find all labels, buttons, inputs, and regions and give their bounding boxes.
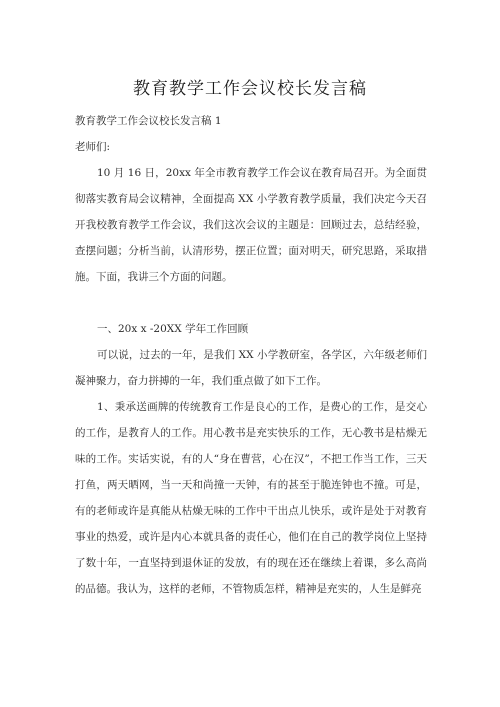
section-heading: 一、20x x -20XX 学年工作回顾 — [97, 323, 249, 335]
document-title: 教育教学工作会议校长发言稿 — [133, 79, 367, 99]
point-one-paragraph: 1、秉承送画牌的传统教育工作是良心的工作，是费心的工作，是交心的工作，是教育人的工作。用心教书是充实快乐的工作，无心教书是枯燥无味的工作。实话实说，有的人“身在曹营，心在汉”，不把工作当工作，三天打鱼，两天晒网，当一天和尚撞一天钟，有的甚至于脆连钟也不撞。可是，有的老师或许是真能从枯燥无味的工作中干出点儿快乐，或许是处于对教育事业的热爱，或许是内心本就具备的责任心，他们在自己的教学岗位上坚持了数十年，一直坚持到退休证的发放，有的现在还在继续上着课，多么高尚的品德。我认为，这样的老师，不管物质怎样，精神是充实的，人生是鲜亮 — [75, 401, 427, 595]
salutation-paragraph: 老师们: — [75, 141, 111, 153]
review-paragraph: 可以说，过去的一年，是我们 XX 小学教研室，各学区，六年级老师们凝神聚力，奋力拼搏的一年，我们重点做了如下工作。 — [75, 349, 427, 387]
intro-paragraph: 10 月 16 日，20xx 年全市教育教学工作会议在教育局召开。为全面贯彻落实教育局会议精神，全面提高 XX 小学教育教学质量，我们决定今天召开我校教育教学工作会议，我们这次会议的主题是：回顾过去，总结经验，查摆问题；分析当前，认清形势，摆正位置；面对明天，研究思路，采取措施。下面，我讲三个方面的问题。 — [75, 167, 427, 283]
subtitle-paragraph: 教育教学工作会议校长发言稿 1 — [75, 115, 222, 127]
